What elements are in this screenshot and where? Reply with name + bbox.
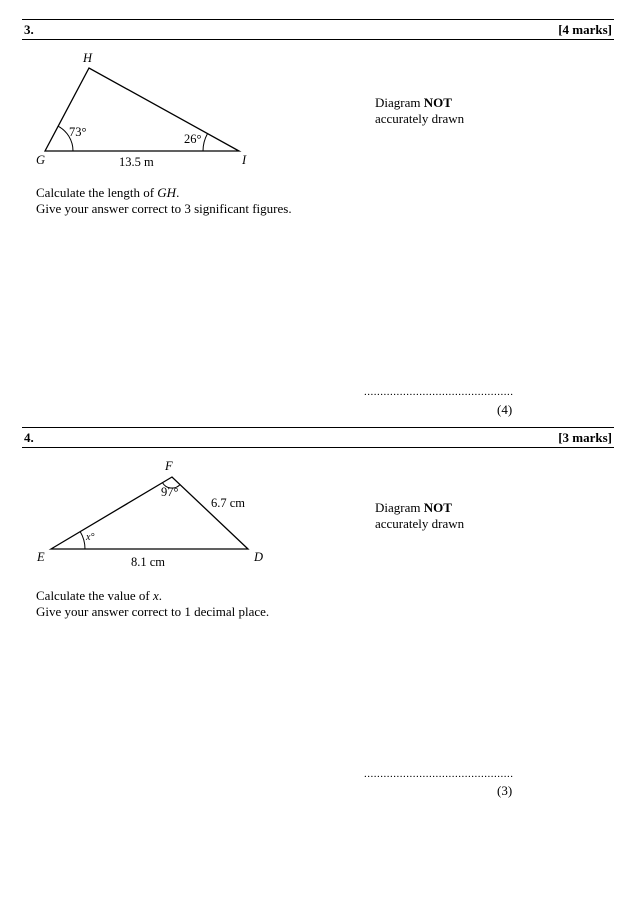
question-number: 3. xyxy=(24,22,34,37)
question-4-instructions: Calculate the value of x. Give your answer correct to 1 decimal place. xyxy=(36,588,270,619)
diagram-not-accurate-note: Diagram NOT accurately drawn xyxy=(375,500,465,531)
answer-line-q4[interactable]: .............................................. xyxy=(364,768,514,780)
angle-f-label: 97° xyxy=(161,485,179,499)
vertex-h-label: H xyxy=(83,51,93,65)
vertex-d-label: D xyxy=(254,550,264,564)
angle-g-label: 73° xyxy=(69,125,87,139)
answer-marks-q4: (3) xyxy=(497,783,513,798)
question-marks: [3 marks] xyxy=(558,430,612,445)
angle-i-label: 26° xyxy=(184,132,202,146)
vertex-f-label: F xyxy=(165,459,173,473)
angle-arc-i xyxy=(203,134,208,151)
question-3-instructions: Calculate the length of GH. Give your answer correct to 3 significant figures. xyxy=(36,185,292,216)
vertex-i-label: I xyxy=(242,153,247,167)
question-marks: [4 marks] xyxy=(558,22,612,37)
vertex-g-label: G xyxy=(36,153,46,167)
angle-e-label: x° xyxy=(86,532,95,543)
side-fd-label: 6.7 cm xyxy=(211,496,246,510)
question-number: 4. xyxy=(24,430,34,445)
diagram-not-accurate-note: Diagram NOT accurately drawn xyxy=(375,95,465,126)
question-4-header xyxy=(22,427,614,448)
side-gi-label: 13.5 m xyxy=(119,155,154,169)
side-ed-label: 8.1 cm xyxy=(131,555,166,569)
answer-line-q3[interactable]: .............................................. xyxy=(364,386,514,398)
vertex-e-label: E xyxy=(37,550,45,564)
answer-marks-q3: (4) xyxy=(497,402,513,417)
